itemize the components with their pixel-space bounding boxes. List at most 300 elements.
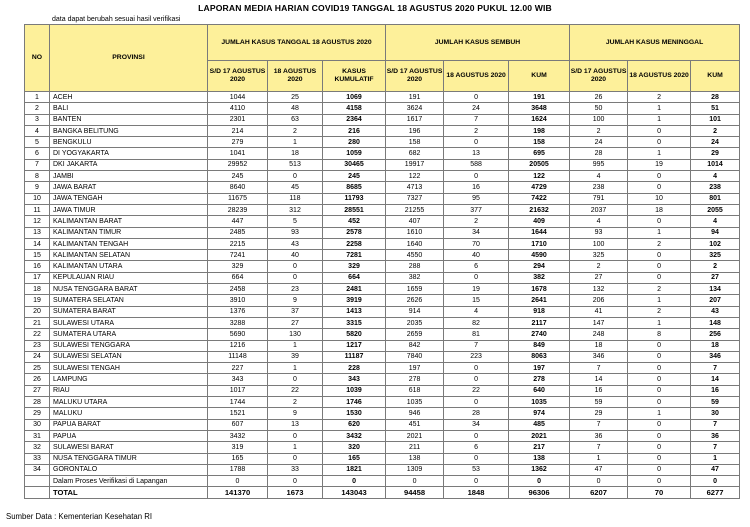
cell-no: 6 xyxy=(25,148,50,159)
cell-provinsi: RIAU xyxy=(50,385,208,396)
cell-meninggal-kum: 28 xyxy=(691,92,740,103)
cell-sembuh-kum: 2021 xyxy=(509,430,570,441)
cell-meninggal-sd17: 147 xyxy=(570,317,628,328)
cell-meninggal-kum: 27 xyxy=(691,272,740,283)
cell-meninggal-kum: 346 xyxy=(691,351,740,362)
cell-kasus-sd17: 447 xyxy=(208,216,268,227)
cell-sembuh-18: 377 xyxy=(444,204,509,215)
cell-provinsi: BENGKULU xyxy=(50,137,208,148)
cell-meninggal-sd17: 2 xyxy=(570,261,628,272)
cell-kasus-kumulatif: 3315 xyxy=(323,317,386,328)
cell-sembuh-kum: 695 xyxy=(509,148,570,159)
cell-sembuh-18: 22 xyxy=(444,385,509,396)
table-row xyxy=(25,114,740,125)
cell-meninggal-18: 0 xyxy=(628,363,691,374)
cell-kasus-kumulatif: 7281 xyxy=(323,250,386,261)
cell-kasus-18: 1 xyxy=(268,340,323,351)
cell-provinsi: PAPUA xyxy=(50,430,208,441)
header-kasus-kumulatif: KASUS KUMULATIF xyxy=(323,61,386,92)
header-sembuh-kum: KUM xyxy=(509,61,570,92)
cell-sembuh-18: 0 xyxy=(444,453,509,464)
cell-sembuh-sd17: 407 xyxy=(386,216,444,227)
cell-provinsi: BANTEN xyxy=(50,114,208,125)
cell-meninggal-kum: 101 xyxy=(691,114,740,125)
cell-sembuh-18: 0 xyxy=(444,272,509,283)
cell-sembuh-18: 6 xyxy=(444,442,509,453)
cell-sembuh-18: 7 xyxy=(444,340,509,351)
cell-provinsi: PAPUA BARAT xyxy=(50,419,208,430)
cell-meninggal-18: 18 xyxy=(628,204,691,215)
cell-no: 5 xyxy=(25,137,50,148)
cell-meninggal-sd17: 50 xyxy=(570,103,628,114)
cell-kasus-18: 0 xyxy=(268,272,323,283)
cell-sembuh-18: 53 xyxy=(444,464,509,475)
cell-sembuh-kum: 122 xyxy=(509,171,570,182)
cell-no xyxy=(25,476,50,487)
header-meninggal-18: 18 AGUSTUS 2020 xyxy=(628,61,691,92)
table-row xyxy=(25,408,740,419)
cell-sembuh-kum: 918 xyxy=(509,306,570,317)
table-row xyxy=(25,329,740,340)
cell-provinsi: Dalam Proses Verifikasi di Lapangan xyxy=(50,476,208,487)
header-no: NO xyxy=(25,25,50,92)
cell-sembuh-kum: 3648 xyxy=(509,103,570,114)
cell-sembuh-sd17: 196 xyxy=(386,125,444,136)
table-row xyxy=(25,317,740,328)
cell-meninggal-kum: 1 xyxy=(691,453,740,464)
cell-sembuh-18: 0 xyxy=(444,430,509,441)
cell-provinsi: JAWA TIMUR xyxy=(50,204,208,215)
cell-sembuh-kum: 4590 xyxy=(509,250,570,261)
cell-kasus-sd17: 1216 xyxy=(208,340,268,351)
cell-sembuh-18: 40 xyxy=(444,250,509,261)
cell-meninggal-sd17: 2037 xyxy=(570,204,628,215)
cell-meninggal-kum: 207 xyxy=(691,295,740,306)
cell-sembuh-sd17: 1617 xyxy=(386,114,444,125)
cell-meninggal-kum: 30 xyxy=(691,408,740,419)
cell-kasus-kumulatif: 28551 xyxy=(323,204,386,215)
cell-no: 19 xyxy=(25,295,50,306)
cell-sembuh-18: 0 xyxy=(444,397,509,408)
cell-meninggal-sd17: 206 xyxy=(570,295,628,306)
cell-meninggal-18: 0 xyxy=(628,171,691,182)
cell-meninggal-18: 1 xyxy=(628,103,691,114)
cell-meninggal-kum: 2 xyxy=(691,125,740,136)
cell-no: 12 xyxy=(25,216,50,227)
cell-meninggal-18: 8 xyxy=(628,329,691,340)
cell-no: 8 xyxy=(25,171,50,182)
cell-meninggal-kum: 1014 xyxy=(691,159,740,170)
cell-meninggal-sd17: 7 xyxy=(570,419,628,430)
cell-kasus-18: 0 xyxy=(268,374,323,385)
cell-meninggal-kum: 36 xyxy=(691,430,740,441)
cell-sembuh-sd17: 914 xyxy=(386,306,444,317)
cell-meninggal-sd17: 36 xyxy=(570,430,628,441)
cell-kasus-sd17: 1788 xyxy=(208,464,268,475)
cell-kasus-18: 513 xyxy=(268,159,323,170)
cell-sembuh-sd17: 2626 xyxy=(386,295,444,306)
total-sembuh-sd17: 94458 xyxy=(386,487,444,499)
cell-sembuh-18: 95 xyxy=(444,193,509,204)
cell-kasus-sd17: 1521 xyxy=(208,408,268,419)
cell-kasus-sd17: 11148 xyxy=(208,351,268,362)
total-meninggal-kum: 6277 xyxy=(691,487,740,499)
table-row xyxy=(25,204,740,215)
cell-sembuh-18: 13 xyxy=(444,148,509,159)
cell-no: 28 xyxy=(25,397,50,408)
cell-kasus-18: 23 xyxy=(268,284,323,295)
cell-kasus-sd17: 319 xyxy=(208,442,268,453)
cell-sembuh-18: 28 xyxy=(444,408,509,419)
cell-sembuh-kum: 1678 xyxy=(509,284,570,295)
cell-sembuh-sd17: 2035 xyxy=(386,317,444,328)
cell-meninggal-kum: 801 xyxy=(691,193,740,204)
cell-no: 21 xyxy=(25,317,50,328)
cell-no: 23 xyxy=(25,340,50,351)
cell-kasus-kumulatif: 664 xyxy=(323,272,386,283)
cell-no: 7 xyxy=(25,159,50,170)
cell-kasus-kumulatif: 216 xyxy=(323,125,386,136)
total-label: TOTAL xyxy=(50,487,208,499)
cell-meninggal-kum: 2055 xyxy=(691,204,740,215)
cell-kasus-18: 2 xyxy=(268,397,323,408)
cell-meninggal-kum: 238 xyxy=(691,182,740,193)
cell-sembuh-sd17: 288 xyxy=(386,261,444,272)
cell-meninggal-sd17: 29 xyxy=(570,408,628,419)
cell-kasus-18: 1 xyxy=(268,363,323,374)
cell-kasus-kumulatif: 1059 xyxy=(323,148,386,159)
cell-provinsi: GORONTALO xyxy=(50,464,208,475)
header-meninggal-kum: KUM xyxy=(691,61,740,92)
cell-meninggal-sd17: 248 xyxy=(570,329,628,340)
cell-kasus-18: 130 xyxy=(268,329,323,340)
cell-meninggal-kum: 7 xyxy=(691,363,740,374)
header-group-sembuh: JUMLAH KASUS SEMBUH xyxy=(386,25,570,61)
cell-meninggal-sd17: 238 xyxy=(570,182,628,193)
cell-meninggal-18: 0 xyxy=(628,340,691,351)
cell-meninggal-kum: 4 xyxy=(691,216,740,227)
cell-provinsi: JAWA BARAT xyxy=(50,182,208,193)
table-row xyxy=(25,464,740,475)
cell-sembuh-sd17: 1309 xyxy=(386,464,444,475)
cell-meninggal-18: 0 xyxy=(628,137,691,148)
cell-meninggal-kum: 134 xyxy=(691,284,740,295)
cell-sembuh-18: 0 xyxy=(444,363,509,374)
cell-kasus-sd17: 1017 xyxy=(208,385,268,396)
cell-meninggal-18: 10 xyxy=(628,193,691,204)
cell-meninggal-kum: 94 xyxy=(691,227,740,238)
cell-sembuh-kum: 849 xyxy=(509,340,570,351)
cell-meninggal-18: 19 xyxy=(628,159,691,170)
cell-sembuh-sd17: 7327 xyxy=(386,193,444,204)
cell-kasus-18: 0 xyxy=(268,261,323,272)
cell-kasus-sd17: 29952 xyxy=(208,159,268,170)
cell-sembuh-18: 70 xyxy=(444,238,509,249)
cell-sembuh-kum: 198 xyxy=(509,125,570,136)
cell-kasus-sd17: 329 xyxy=(208,261,268,272)
cell-sembuh-kum: 974 xyxy=(509,408,570,419)
cell-provinsi: NUSA TENGGARA TIMUR xyxy=(50,453,208,464)
cell-sembuh-sd17: 197 xyxy=(386,363,444,374)
table-row xyxy=(25,137,740,148)
verification-note: data dapat berubah sesuai hasil verifikasi xyxy=(52,16,181,23)
cell-meninggal-kum: 102 xyxy=(691,238,740,249)
cell-meninggal-18: 2 xyxy=(628,92,691,103)
cell-provinsi: KALIMANTAN BARAT xyxy=(50,216,208,227)
table-row xyxy=(25,125,740,136)
table-row xyxy=(25,103,740,114)
cell-provinsi: SUMATERA SELATAN xyxy=(50,295,208,306)
cell-meninggal-18: 0 xyxy=(628,125,691,136)
cell-kasus-kumulatif: 620 xyxy=(323,419,386,430)
cell-kasus-18: 1 xyxy=(268,442,323,453)
cell-sembuh-kum: 2641 xyxy=(509,295,570,306)
cell-sembuh-18: 6 xyxy=(444,261,509,272)
cell-sembuh-kum: 278 xyxy=(509,374,570,385)
cell-kasus-18: 33 xyxy=(268,464,323,475)
cell-meninggal-18: 2 xyxy=(628,284,691,295)
cell-sembuh-sd17: 682 xyxy=(386,148,444,159)
cell-meninggal-sd17: 47 xyxy=(570,464,628,475)
cell-sembuh-kum: 20505 xyxy=(509,159,570,170)
cell-meninggal-sd17: 0 xyxy=(570,476,628,487)
cell-meninggal-kum: 51 xyxy=(691,103,740,114)
cell-meninggal-kum: 4 xyxy=(691,171,740,182)
cell-sembuh-kum: 382 xyxy=(509,272,570,283)
cell-kasus-sd17: 1041 xyxy=(208,148,268,159)
cell-meninggal-sd17: 18 xyxy=(570,340,628,351)
table-row xyxy=(25,453,740,464)
total-row xyxy=(25,487,740,499)
table-row xyxy=(25,261,740,272)
cell-no: 25 xyxy=(25,363,50,374)
cell-kasus-kumulatif: 329 xyxy=(323,261,386,272)
header-group-kasus: JUMLAH KASUS TANGGAL 18 AGUSTUS 2020 xyxy=(208,25,386,61)
cell-meninggal-sd17: 59 xyxy=(570,397,628,408)
cell-kasus-sd17: 11675 xyxy=(208,193,268,204)
cell-sembuh-18: 81 xyxy=(444,329,509,340)
cell-meninggal-sd17: 7 xyxy=(570,363,628,374)
cell-kasus-18: 0 xyxy=(268,171,323,182)
cell-kasus-kumulatif: 0 xyxy=(323,476,386,487)
cell-sembuh-kum: 217 xyxy=(509,442,570,453)
cell-kasus-sd17: 3288 xyxy=(208,317,268,328)
cell-kasus-kumulatif: 165 xyxy=(323,453,386,464)
cell-no: 15 xyxy=(25,250,50,261)
cell-kasus-kumulatif: 3919 xyxy=(323,295,386,306)
cell-meninggal-18: 0 xyxy=(628,272,691,283)
cell-meninggal-18: 2 xyxy=(628,238,691,249)
cell-kasus-kumulatif: 1069 xyxy=(323,92,386,103)
cell-kasus-kumulatif: 1413 xyxy=(323,306,386,317)
cell-meninggal-sd17: 28 xyxy=(570,148,628,159)
cell-no: 33 xyxy=(25,453,50,464)
cell-kasus-18: 40 xyxy=(268,250,323,261)
cell-no: 30 xyxy=(25,419,50,430)
cell-sembuh-kum: 0 xyxy=(509,476,570,487)
cell-no: 32 xyxy=(25,442,50,453)
table-row xyxy=(25,238,740,249)
cell-provinsi: SUMATERA BARAT xyxy=(50,306,208,317)
cell-kasus-18: 22 xyxy=(268,385,323,396)
cell-meninggal-18: 0 xyxy=(628,453,691,464)
cell-kasus-kumulatif: 1039 xyxy=(323,385,386,396)
cell-meninggal-18: 0 xyxy=(628,430,691,441)
table-row xyxy=(25,159,740,170)
cell-kasus-sd17: 214 xyxy=(208,125,268,136)
cell-kasus-kumulatif: 2578 xyxy=(323,227,386,238)
cell-sembuh-sd17: 21255 xyxy=(386,204,444,215)
cell-kasus-sd17: 2485 xyxy=(208,227,268,238)
cell-sembuh-sd17: 1035 xyxy=(386,397,444,408)
cell-sembuh-sd17: 4550 xyxy=(386,250,444,261)
cell-meninggal-sd17: 791 xyxy=(570,193,628,204)
cell-kasus-sd17: 0 xyxy=(208,476,268,487)
cell-meninggal-18: 0 xyxy=(628,374,691,385)
cell-meninggal-kum: 325 xyxy=(691,250,740,261)
cell-kasus-sd17: 227 xyxy=(208,363,268,374)
cell-no: 17 xyxy=(25,272,50,283)
cell-kasus-18: 9 xyxy=(268,295,323,306)
cell-kasus-18: 27 xyxy=(268,317,323,328)
cell-kasus-kumulatif: 11793 xyxy=(323,193,386,204)
cell-sembuh-18: 4 xyxy=(444,306,509,317)
cell-kasus-kumulatif: 1217 xyxy=(323,340,386,351)
cell-sembuh-sd17: 122 xyxy=(386,171,444,182)
cell-meninggal-kum: 0 xyxy=(691,476,740,487)
cell-provinsi: BALI xyxy=(50,103,208,114)
cell-kasus-18: 2 xyxy=(268,125,323,136)
cell-sembuh-18: 7 xyxy=(444,114,509,125)
covid-report-table xyxy=(24,24,740,499)
table-row xyxy=(25,374,740,385)
source-note: Sumber Data : Kementerian Kesehatan RI xyxy=(6,512,153,521)
cell-kasus-kumulatif: 3432 xyxy=(323,430,386,441)
cell-kasus-sd17: 1376 xyxy=(208,306,268,317)
cell-meninggal-sd17: 27 xyxy=(570,272,628,283)
table-row xyxy=(25,250,740,261)
cell-sembuh-kum: 8063 xyxy=(509,351,570,362)
cell-kasus-sd17: 1044 xyxy=(208,92,268,103)
cell-no: 24 xyxy=(25,351,50,362)
cell-meninggal-sd17: 325 xyxy=(570,250,628,261)
cell-kasus-sd17: 28239 xyxy=(208,204,268,215)
cell-kasus-kumulatif: 11187 xyxy=(323,351,386,362)
cell-no: 18 xyxy=(25,284,50,295)
table-row xyxy=(25,92,740,103)
cell-sembuh-18: 0 xyxy=(444,476,509,487)
cell-kasus-kumulatif: 4158 xyxy=(323,103,386,114)
cell-kasus-sd17: 245 xyxy=(208,171,268,182)
table-row xyxy=(25,430,740,441)
cell-provinsi: BANGKA BELITUNG xyxy=(50,125,208,136)
cell-sembuh-kum: 191 xyxy=(509,92,570,103)
cell-kasus-kumulatif: 8685 xyxy=(323,182,386,193)
cell-kasus-kumulatif: 1821 xyxy=(323,464,386,475)
cell-meninggal-18: 0 xyxy=(628,385,691,396)
cell-meninggal-kum: 7 xyxy=(691,442,740,453)
cell-sembuh-kum: 485 xyxy=(509,419,570,430)
cell-kasus-kumulatif: 245 xyxy=(323,171,386,182)
cell-sembuh-kum: 197 xyxy=(509,363,570,374)
cell-no: 13 xyxy=(25,227,50,238)
cell-kasus-sd17: 2301 xyxy=(208,114,268,125)
cell-sembuh-sd17: 278 xyxy=(386,374,444,385)
cell-meninggal-sd17: 100 xyxy=(570,238,628,249)
cell-meninggal-18: 1 xyxy=(628,114,691,125)
cell-sembuh-18: 223 xyxy=(444,351,509,362)
cell-meninggal-18: 1 xyxy=(628,408,691,419)
cell-meninggal-kum: 148 xyxy=(691,317,740,328)
cell-kasus-sd17: 664 xyxy=(208,272,268,283)
cell-sembuh-sd17: 7840 xyxy=(386,351,444,362)
cell-sembuh-kum: 1624 xyxy=(509,114,570,125)
cell-sembuh-sd17: 618 xyxy=(386,385,444,396)
cell-kasus-kumulatif: 1746 xyxy=(323,397,386,408)
cell-provinsi: SULAWESI TENGAH xyxy=(50,363,208,374)
cell-kasus-18: 18 xyxy=(268,148,323,159)
cell-meninggal-kum: 59 xyxy=(691,397,740,408)
cell-sembuh-sd17: 0 xyxy=(386,476,444,487)
cell-sembuh-18: 0 xyxy=(444,171,509,182)
cell-sembuh-sd17: 19917 xyxy=(386,159,444,170)
cell-sembuh-18: 0 xyxy=(444,92,509,103)
cell-meninggal-sd17: 100 xyxy=(570,114,628,125)
cell-sembuh-sd17: 842 xyxy=(386,340,444,351)
cell-meninggal-18: 2 xyxy=(628,306,691,317)
total-sembuh-kum: 96306 xyxy=(509,487,570,499)
cell-meninggal-18: 0 xyxy=(628,216,691,227)
cell-sembuh-kum: 138 xyxy=(509,453,570,464)
header-sembuh-18: 18 AGUSTUS 2020 xyxy=(444,61,509,92)
cell-meninggal-kum: 18 xyxy=(691,340,740,351)
cell-meninggal-kum: 2 xyxy=(691,261,740,272)
cell-meninggal-18: 0 xyxy=(628,442,691,453)
cell-kasus-kumulatif: 452 xyxy=(323,216,386,227)
cell-provinsi: LAMPUNG xyxy=(50,374,208,385)
cell-kasus-18: 93 xyxy=(268,227,323,238)
cell-meninggal-sd17: 346 xyxy=(570,351,628,362)
cell-sembuh-18: 0 xyxy=(444,374,509,385)
cell-no: 1 xyxy=(25,92,50,103)
cell-sembuh-kum: 7422 xyxy=(509,193,570,204)
cell-sembuh-sd17: 191 xyxy=(386,92,444,103)
cell-sembuh-kum: 2117 xyxy=(509,317,570,328)
cell-sembuh-sd17: 2021 xyxy=(386,430,444,441)
cell-sembuh-18: 16 xyxy=(444,182,509,193)
cell-kasus-kumulatif: 5820 xyxy=(323,329,386,340)
cell-kasus-sd17: 3432 xyxy=(208,430,268,441)
cell-provinsi: SULAWESI BARAT xyxy=(50,442,208,453)
cell-meninggal-18: 1 xyxy=(628,295,691,306)
cell-provinsi: SULAWESI TENGGARA xyxy=(50,340,208,351)
cell-meninggal-18: 0 xyxy=(628,250,691,261)
cell-no: 27 xyxy=(25,385,50,396)
cell-meninggal-kum: 7 xyxy=(691,419,740,430)
cell-no: 2 xyxy=(25,103,50,114)
cell-kasus-sd17: 3910 xyxy=(208,295,268,306)
total-meninggal-sd17: 6207 xyxy=(570,487,628,499)
cell-sembuh-sd17: 4713 xyxy=(386,182,444,193)
cell-no: 26 xyxy=(25,374,50,385)
cell-sembuh-18: 588 xyxy=(444,159,509,170)
cell-sembuh-kum: 1362 xyxy=(509,464,570,475)
header-meninggal-sd17: S/D 17 AGUSTUS 2020 xyxy=(570,61,628,92)
cell-kasus-kumulatif: 343 xyxy=(323,374,386,385)
cell-kasus-sd17: 607 xyxy=(208,419,268,430)
cell-kasus-kumulatif: 1530 xyxy=(323,408,386,419)
cell-sembuh-sd17: 382 xyxy=(386,272,444,283)
